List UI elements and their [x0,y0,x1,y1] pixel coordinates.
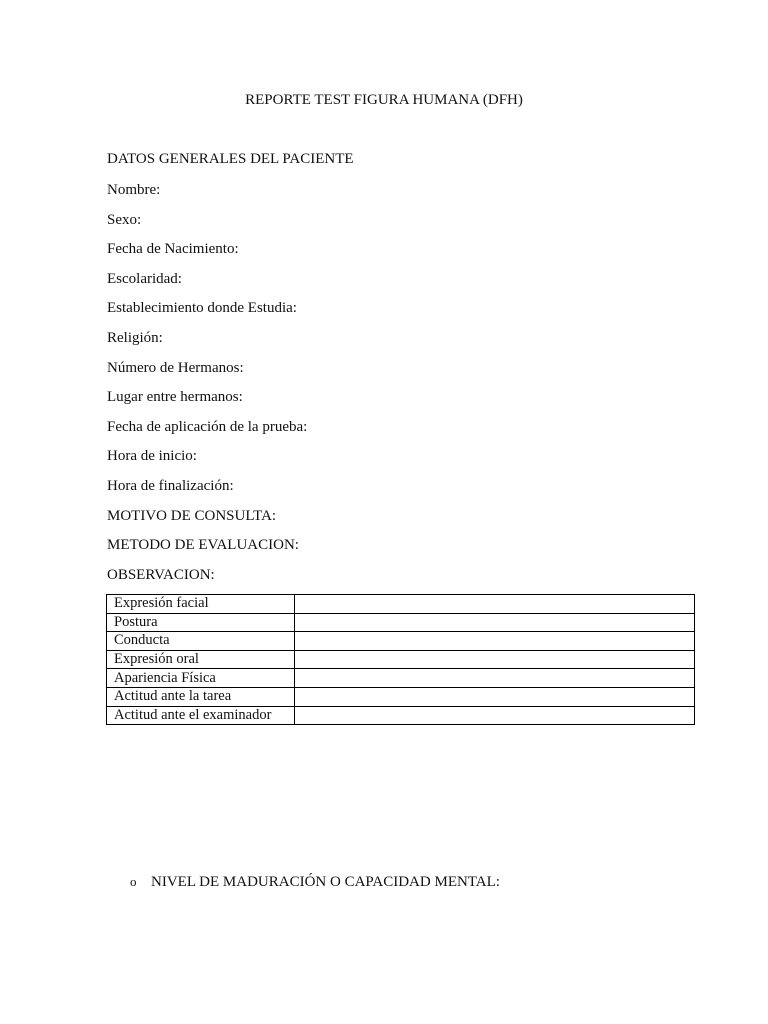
field-sexo: Sexo: [107,211,142,228]
row-value [295,669,695,688]
field-fecha-nacimiento: Fecha de Nacimiento: [107,241,239,258]
row-value [295,706,695,725]
row-label: Apariencia Física [107,669,295,688]
field-establecimiento: Establecimiento donde Estudia: [107,300,297,317]
row-value [295,613,695,632]
maturation-level-item [130,874,500,891]
observation-table [106,594,695,725]
row-label: Postura [107,613,295,632]
table-row [107,687,695,706]
table-row [107,595,695,614]
bullet-icon: o [130,874,137,889]
field-numero-hermanos: Número de Hermanos: [107,359,244,376]
field-escolaridad: Escolaridad: [107,270,182,287]
field-metodo-evaluacion: METODO DE EVALUACION: [107,537,299,554]
field-fecha-aplicacion: Fecha de aplicación de la prueba: [107,418,308,435]
table-row [107,650,695,669]
maturation-level-label: NIVEL DE MADURACIÓN O CAPACIDAD MENTAL: [151,874,500,890]
field-observacion: OBSERVACION: [107,566,215,583]
field-motivo-consulta: MOTIVO DE CONSULTA: [107,507,277,524]
row-label: Actitud ante el examinador [107,706,295,725]
row-label: Conducta [107,632,295,651]
field-nombre: Nombre: [107,182,161,198]
row-value [295,632,695,651]
row-value [295,595,695,614]
field-lugar-hermanos: Lugar entre hermanos: [107,389,243,406]
field-hora-finalizacion: Hora de finalización: [107,477,234,494]
table-row [107,613,695,632]
field-hora-inicio: Hora de inicio: [107,448,197,465]
row-label: Actitud ante la tarea [107,687,295,706]
table-row [107,632,695,651]
document-title: REPORTE TEST FIGURA HUMANA (DFH) [245,92,523,108]
row-value [295,650,695,669]
patient-fields-list [107,181,307,595]
table-row [107,706,695,725]
row-value [295,687,695,706]
row-label: Expresión facial [107,595,295,614]
table-row [107,669,695,688]
row-label: Expresión oral [107,650,295,669]
section-heading: DATOS GENERALES DEL PACIENTE [107,151,354,167]
field-religion: Religión: [107,329,163,346]
